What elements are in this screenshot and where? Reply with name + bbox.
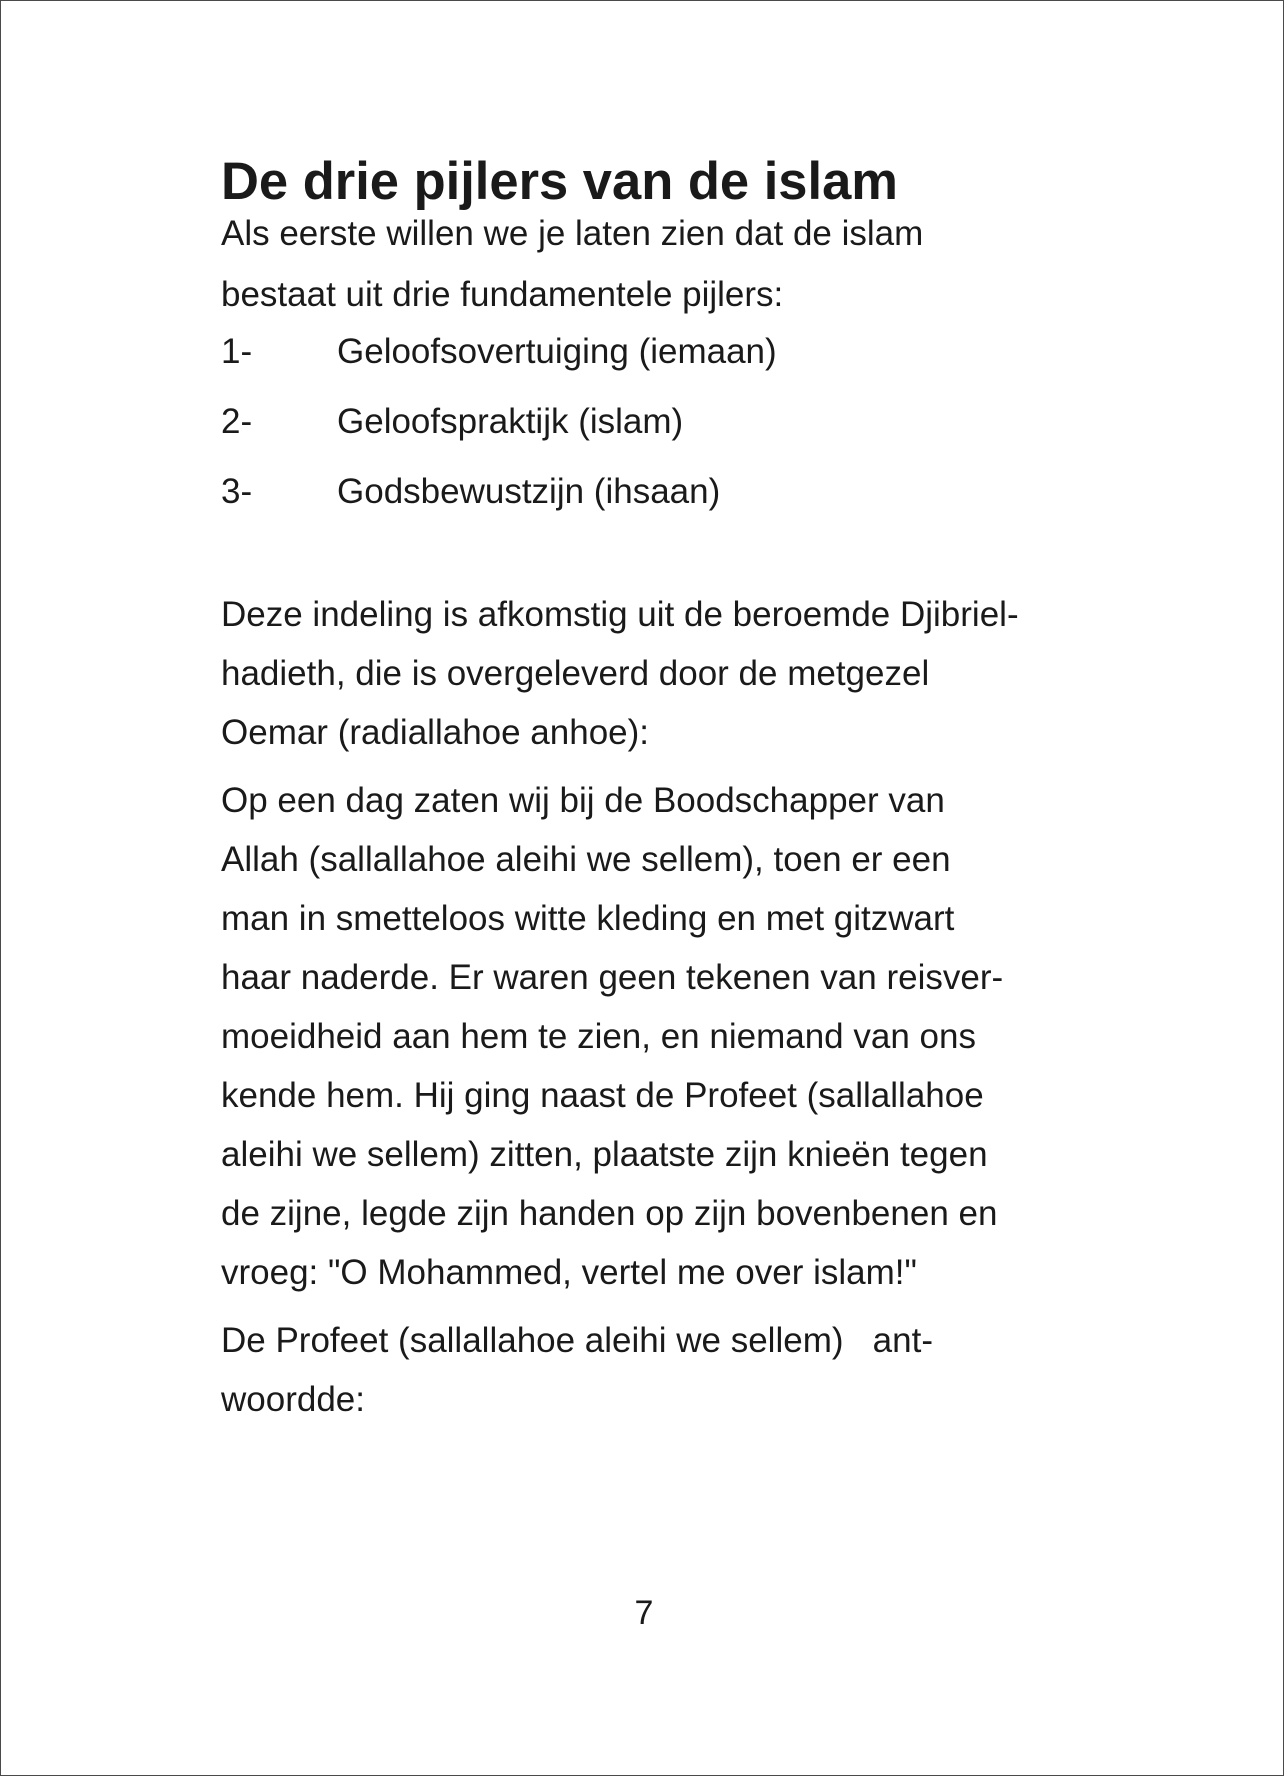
- pillar-label: Godsbewustzijn (ihsaan): [337, 472, 721, 511]
- pillar-number: 3-: [221, 472, 253, 511]
- intro-line: bestaat uit drie fundamentele pijlers:: [221, 275, 784, 314]
- intro-paragraph: [221, 203, 1101, 325]
- page-number: 7: [634, 1594, 654, 1632]
- text-line: man in smetteloos witte kleding en met gitzwart: [221, 899, 955, 938]
- text-line: haar naderde. Er waren geen tekenen van reisver-: [221, 958, 1004, 997]
- text-line: De Profeet (sallallahoe aleihi we sellem) ant-: [221, 1321, 933, 1360]
- paragraph-origin: [221, 585, 1101, 762]
- text-line: aleihi we sellem) zitten, plaatste zijn knieën tegen: [221, 1135, 988, 1174]
- intro-line: Als eerste willen we je laten zien dat de islam: [221, 214, 924, 253]
- text-line: woordde:: [221, 1380, 365, 1419]
- pillars-list: [221, 331, 1101, 512]
- text-line: Op een dag zaten wij bij de Boodschapper van: [221, 781, 945, 820]
- text-line: Oemar (radiallahoe anhoe):: [221, 713, 650, 752]
- pillar-item: [221, 471, 1101, 512]
- text-line: hadieth, die is overgeleverd door de metgezel: [221, 654, 930, 693]
- pillar-label: Geloofspraktijk (islam): [337, 402, 684, 441]
- pillar-item: [221, 331, 1101, 372]
- text-line: vroeg: "O Mohammed, vertel me over islam!": [221, 1253, 917, 1292]
- text-line: Allah (sallallahoe aleihi we sellem), toen er een: [221, 840, 951, 879]
- page-content: [221, 152, 1101, 1429]
- pillar-number: 1-: [221, 332, 253, 371]
- pillar-item: [221, 401, 1101, 442]
- pillar-label: Geloofsovertuiging (iemaan): [337, 332, 777, 371]
- paragraph-answer: [221, 1311, 1101, 1429]
- text-line: moeidheid aan hem te zien, en niemand van ons: [221, 1017, 976, 1056]
- section-heading: De drie pijlers van de islam: [221, 152, 898, 211]
- text-line: Deze indeling is afkomstig uit de beroemde Djibriel-: [221, 595, 1019, 634]
- paragraph-narration: [221, 771, 1101, 1302]
- text-line: de zijne, legde zijn handen op zijn bovenbenen en: [221, 1194, 998, 1233]
- text-line: kende hem. Hij ging naast de Profeet (sallallahoe: [221, 1076, 984, 1115]
- pillar-number: 2-: [221, 402, 253, 441]
